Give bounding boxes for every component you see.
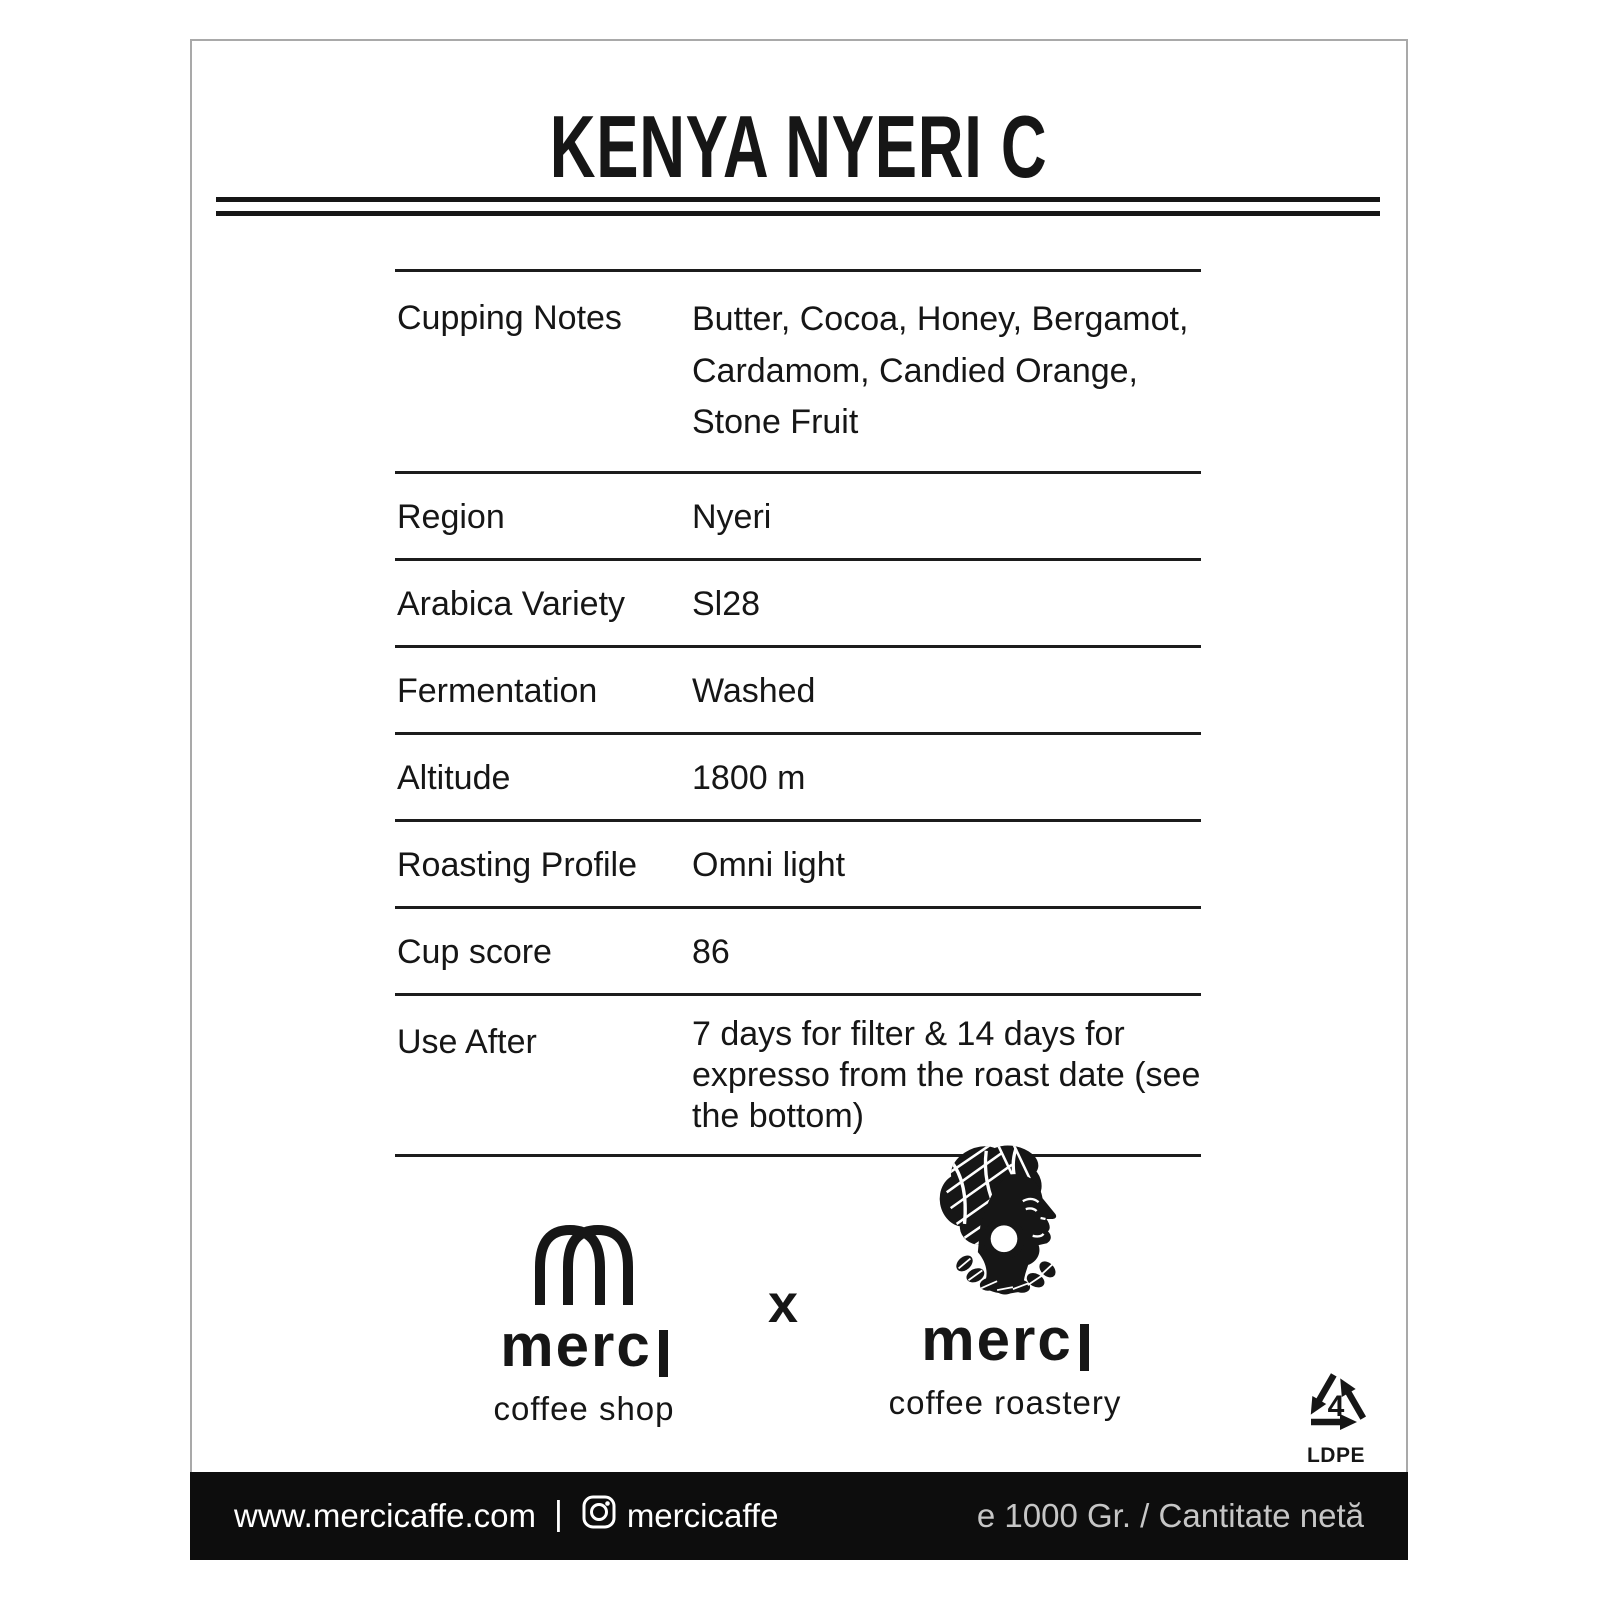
- spec-row-arabica-variety: [395, 558, 1201, 645]
- roastery-logo: [860, 1139, 1150, 1422]
- spec-table: [395, 269, 1201, 1157]
- recycling-mark: [1288, 1369, 1384, 1468]
- spec-value: Omni light: [692, 846, 846, 885]
- spec-label: Use After: [397, 1023, 537, 1062]
- spec-label: Arabica Variety: [397, 585, 626, 624]
- shop-caption: coffee shop: [493, 1390, 675, 1427]
- spec-value: 1800 m: [692, 759, 806, 798]
- spec-label: Fermentation: [397, 672, 598, 711]
- spec-value: Washed: [692, 672, 816, 711]
- title-double-rule: [216, 197, 1380, 216]
- woman-portrait-icon: [920, 1286, 1090, 1303]
- collab-x-separator: x: [767, 1274, 799, 1334]
- wordmark-i-bar: [1080, 1324, 1089, 1371]
- spec-row-roasting-profile: [395, 819, 1201, 906]
- page-title: KENYA NYERI C: [550, 97, 1048, 196]
- wordmark-i-bar: [659, 1330, 668, 1377]
- svg-text:4: 4: [1327, 1390, 1345, 1423]
- instagram-icon: [581, 1494, 617, 1538]
- shop-wordmark: merc: [460, 1316, 708, 1376]
- spec-value: Nyeri: [692, 498, 772, 537]
- website-url: www.mercicaffe.com: [234, 1497, 536, 1534]
- spec-row-use-after: [395, 993, 1201, 1157]
- shop-logo: [460, 1219, 708, 1428]
- roastery-caption: coffee roastery: [888, 1384, 1122, 1421]
- spec-value: Butter, Cocoa, Honey, Bergamot, Cardamom, Candied Orange, Stone Fruit: [692, 300, 1189, 442]
- spec-row-region: [395, 471, 1201, 558]
- spec-row-cup-score: [395, 906, 1201, 993]
- spec-label: Cup score: [397, 933, 552, 972]
- spec-label: Region: [397, 498, 505, 537]
- spec-label: Roasting Profile: [397, 846, 638, 885]
- roastery-wordmark: merc: [860, 1310, 1150, 1370]
- spec-value: Sl28: [692, 585, 761, 624]
- spec-label: Altitude: [397, 759, 511, 798]
- net-quantity: e 1000 Gr. / Cantitate netă: [976, 1497, 1364, 1534]
- spec-row-cupping-notes: [395, 269, 1201, 471]
- spec-label: Cupping Notes: [397, 299, 622, 337]
- material-code: LDPE: [1306, 1444, 1365, 1467]
- coffee-label-card: [190, 39, 1408, 1560]
- spec-value: 86: [692, 933, 730, 972]
- spec-value: 7 days for filter & 14 days for expresso from the roast date (see the bottom): [692, 1015, 1201, 1135]
- instagram-handle: mercicaffe: [626, 1497, 779, 1534]
- spec-row-fermentation: [395, 645, 1201, 732]
- m-arches-icon: [523, 1219, 645, 1310]
- footer-bar: [190, 1472, 1408, 1560]
- spec-row-altitude: [395, 732, 1201, 819]
- separator-pipe: |: [553, 1494, 563, 1533]
